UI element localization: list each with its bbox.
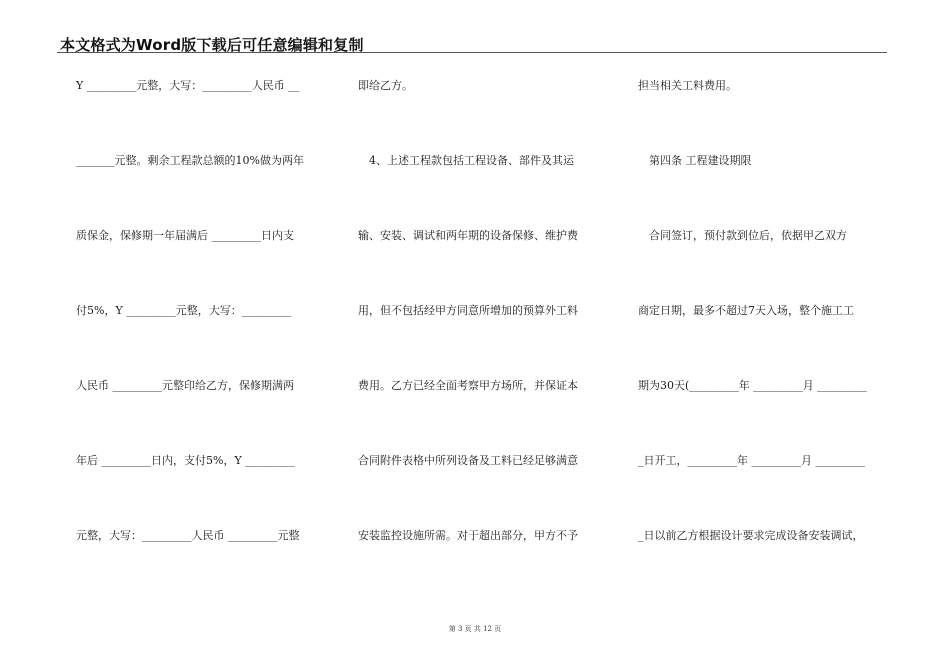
document-header-title: 本文格式为Word版下载后可任意编辑和复制 [60, 36, 364, 54]
text-line: 合同附件表格中所列设备及工料已经足够满意 [358, 454, 578, 467]
header-divider [57, 52, 887, 53]
text-line: 输、安装、调试和两年期的设备保修、维护费 [358, 229, 578, 242]
text-line: Y _________元整，大写：_________人民币 __ [76, 79, 300, 92]
text-line: 元整，大写：_________人民币 _________元整 [76, 529, 300, 542]
text-line: 第四条 工程建设期限 [638, 154, 752, 167]
text-line: _日以前乙方根据设计要求完成设备安装调试， [638, 529, 864, 542]
text-line: _______元整。剩余工程款总额的10%做为两年 [76, 154, 304, 167]
text-line: 质保金，保修期一年届满后 _________日内支 [76, 229, 294, 242]
text-line: 用，但不包括经甲方同意所增加的预算外工料 [358, 304, 578, 317]
text-line: 年后 _________日内，支付5%，Y _________ [76, 454, 295, 467]
text-line: 付5%，Y _________元整，大写：_________ [76, 304, 292, 317]
text-line: 即给乙方。 [358, 79, 413, 92]
text-line: 担当相关工料费用。 [638, 79, 737, 92]
text-line: _日开工，_________年 _________月 _________ [638, 454, 865, 467]
text-line: 4、上述工程款包括工程设备、部件及其运 [358, 154, 574, 167]
text-line: 费用。乙方已经全面考察甲方场所，并保证本 [358, 379, 578, 392]
text-line: 商定日期，最多不超过7天入场，整个施工工 [638, 304, 854, 317]
text-line: 人民币 _________元整印给乙方，保修期满两 [76, 379, 294, 392]
text-line: 合同签订，预付款到位后，依据甲乙双方 [638, 229, 847, 242]
text-line: 安装监控设施所需。对于超出部分，甲方不予 [358, 529, 578, 542]
page-number-footer: 第 3 页 共 12 页 [448, 625, 502, 633]
text-line: 期为30天(_________年 _________月 _________ [638, 379, 867, 392]
